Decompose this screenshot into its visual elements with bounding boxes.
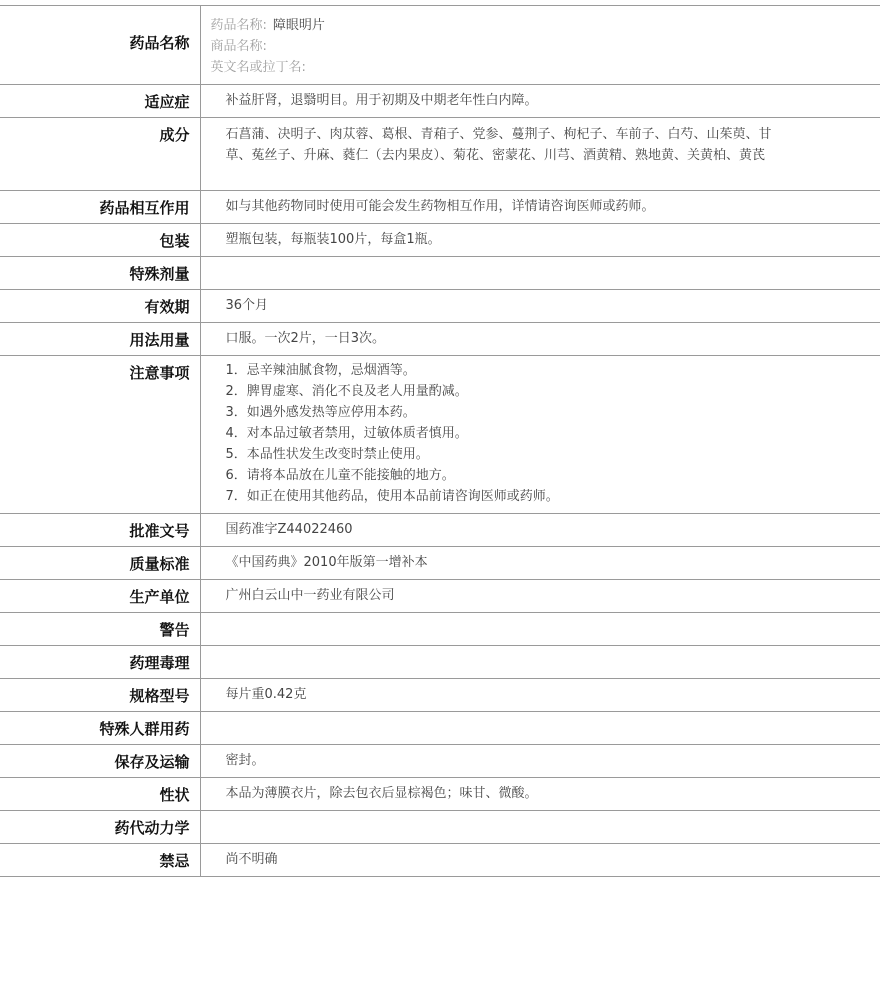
row-value: 《中国药典》2010年版第一增补本 <box>225 555 428 570</box>
row-special-dosage <box>0 257 880 290</box>
row-special-populations <box>0 712 880 745</box>
row-value <box>200 356 880 514</box>
row-drug-name <box>0 6 880 85</box>
row-label: 有效期 <box>0 290 200 323</box>
row-value: 如与其他药物同时使用可能会发生药物相互作用，详情请咨询医师或药师。 <box>225 199 655 214</box>
row-label: 质量标准 <box>0 547 200 580</box>
row-value <box>200 712 880 745</box>
row-contraindications <box>0 844 880 877</box>
row-value <box>200 811 880 844</box>
row-value <box>200 646 880 679</box>
drug-name-line <box>211 15 871 36</box>
row-value: 补益肝肾，退翳明目。用于初期及中期老年性白内障。 <box>225 93 538 108</box>
row-label: 注意事项 <box>0 356 200 514</box>
precautions-list <box>226 360 791 507</box>
row-label: 规格型号 <box>0 679 200 712</box>
english-name-line <box>211 57 871 78</box>
row-value: 36个月 <box>225 298 269 313</box>
precaution-item: 2．脾胃虚寒、消化不良及老人用量酌减。 <box>225 384 468 399</box>
row-label: 特殊人群用药 <box>0 712 200 745</box>
precaution-item: 6．请将本品放在儿童不能接触的地方。 <box>225 468 455 483</box>
precaution-item: 5．本品性状发生改变时禁止使用。 <box>225 447 429 462</box>
row-label: 特殊剂量 <box>0 257 200 290</box>
row-value: 石菖蒲、决明子、肉苁蓉、葛根、青葙子、党参、蔓荆子、枸杞子、车前子、白芍、山茱萸、甘草、菟丝子、升麻、蕤仁（去内果皮）、菊花、密蒙花、川芎、酒黄精、熟地黄、关黄柏、黄芪 <box>225 127 772 163</box>
row-value <box>200 613 880 646</box>
row-value <box>200 257 880 290</box>
row-description <box>0 778 880 811</box>
row-label: 性状 <box>0 778 200 811</box>
trade-name-line <box>211 36 871 57</box>
row-label: 药品相互作用 <box>0 191 200 224</box>
row-label: 警告 <box>0 613 200 646</box>
row-precautions <box>0 356 880 514</box>
row-label: 保存及运输 <box>0 745 200 778</box>
precaution-item: 3．如遇外感发热等应停用本药。 <box>225 405 416 420</box>
row-label: 包装 <box>0 224 200 257</box>
row-label: 成分 <box>0 118 200 191</box>
row-label: 药理毒理 <box>0 646 200 679</box>
row-label: 生产单位 <box>0 580 200 613</box>
precaution-item: 7．如正在使用其他药品，使用本品前请咨询医师或药师。 <box>225 489 559 504</box>
precaution-item: 1．忌辛辣油腻食物，忌烟酒等。 <box>225 363 416 378</box>
english-name-key: 英文名或拉丁名: <box>210 60 306 75</box>
row-shelf-life <box>0 290 880 323</box>
row-storage <box>0 745 880 778</box>
row-label: 适应症 <box>0 85 200 118</box>
row-value <box>200 6 880 85</box>
row-value: 塑瓶包装，每瓶装100片，每盒1瓶。 <box>225 232 441 247</box>
row-warning <box>0 613 880 646</box>
row-indications <box>0 85 880 118</box>
row-value: 每片重0.42克 <box>225 687 307 702</box>
row-label: 药代动力学 <box>0 811 200 844</box>
row-label: 禁忌 <box>0 844 200 877</box>
row-value: 广州白云山中一药业有限公司 <box>225 588 395 603</box>
row-specification <box>0 679 880 712</box>
row-value: 密封。 <box>225 753 265 768</box>
row-label: 用法用量 <box>0 323 200 356</box>
row-value: 口服。一次2片，一日3次。 <box>225 331 386 346</box>
row-interactions <box>0 191 880 224</box>
row-manufacturer <box>0 580 880 613</box>
row-pharmacokinetics <box>0 811 880 844</box>
row-label: 批准文号 <box>0 514 200 547</box>
row-usage <box>0 323 880 356</box>
row-packaging <box>0 224 880 257</box>
row-label: 药品名称 <box>0 6 200 85</box>
row-toxicology <box>0 646 880 679</box>
row-approval-number <box>0 514 880 547</box>
drug-spec-table <box>0 5 880 877</box>
drug-name-key: 药品名称: <box>210 18 267 33</box>
row-quality-standard <box>0 547 880 580</box>
precaution-item: 4．对本品过敏者禁用，过敏体质者慎用。 <box>225 426 468 441</box>
row-value: 尚不明确 <box>225 852 278 867</box>
trade-name-key: 商品名称: <box>210 39 267 54</box>
drug-name-value: 障眼明片 <box>272 18 325 33</box>
row-value: 本品为薄膜衣片，除去包衣后显棕褐色；味甘、微酸。 <box>225 786 538 801</box>
row-value: 国药准字Z44022460 <box>225 522 353 537</box>
row-ingredients <box>0 118 880 191</box>
